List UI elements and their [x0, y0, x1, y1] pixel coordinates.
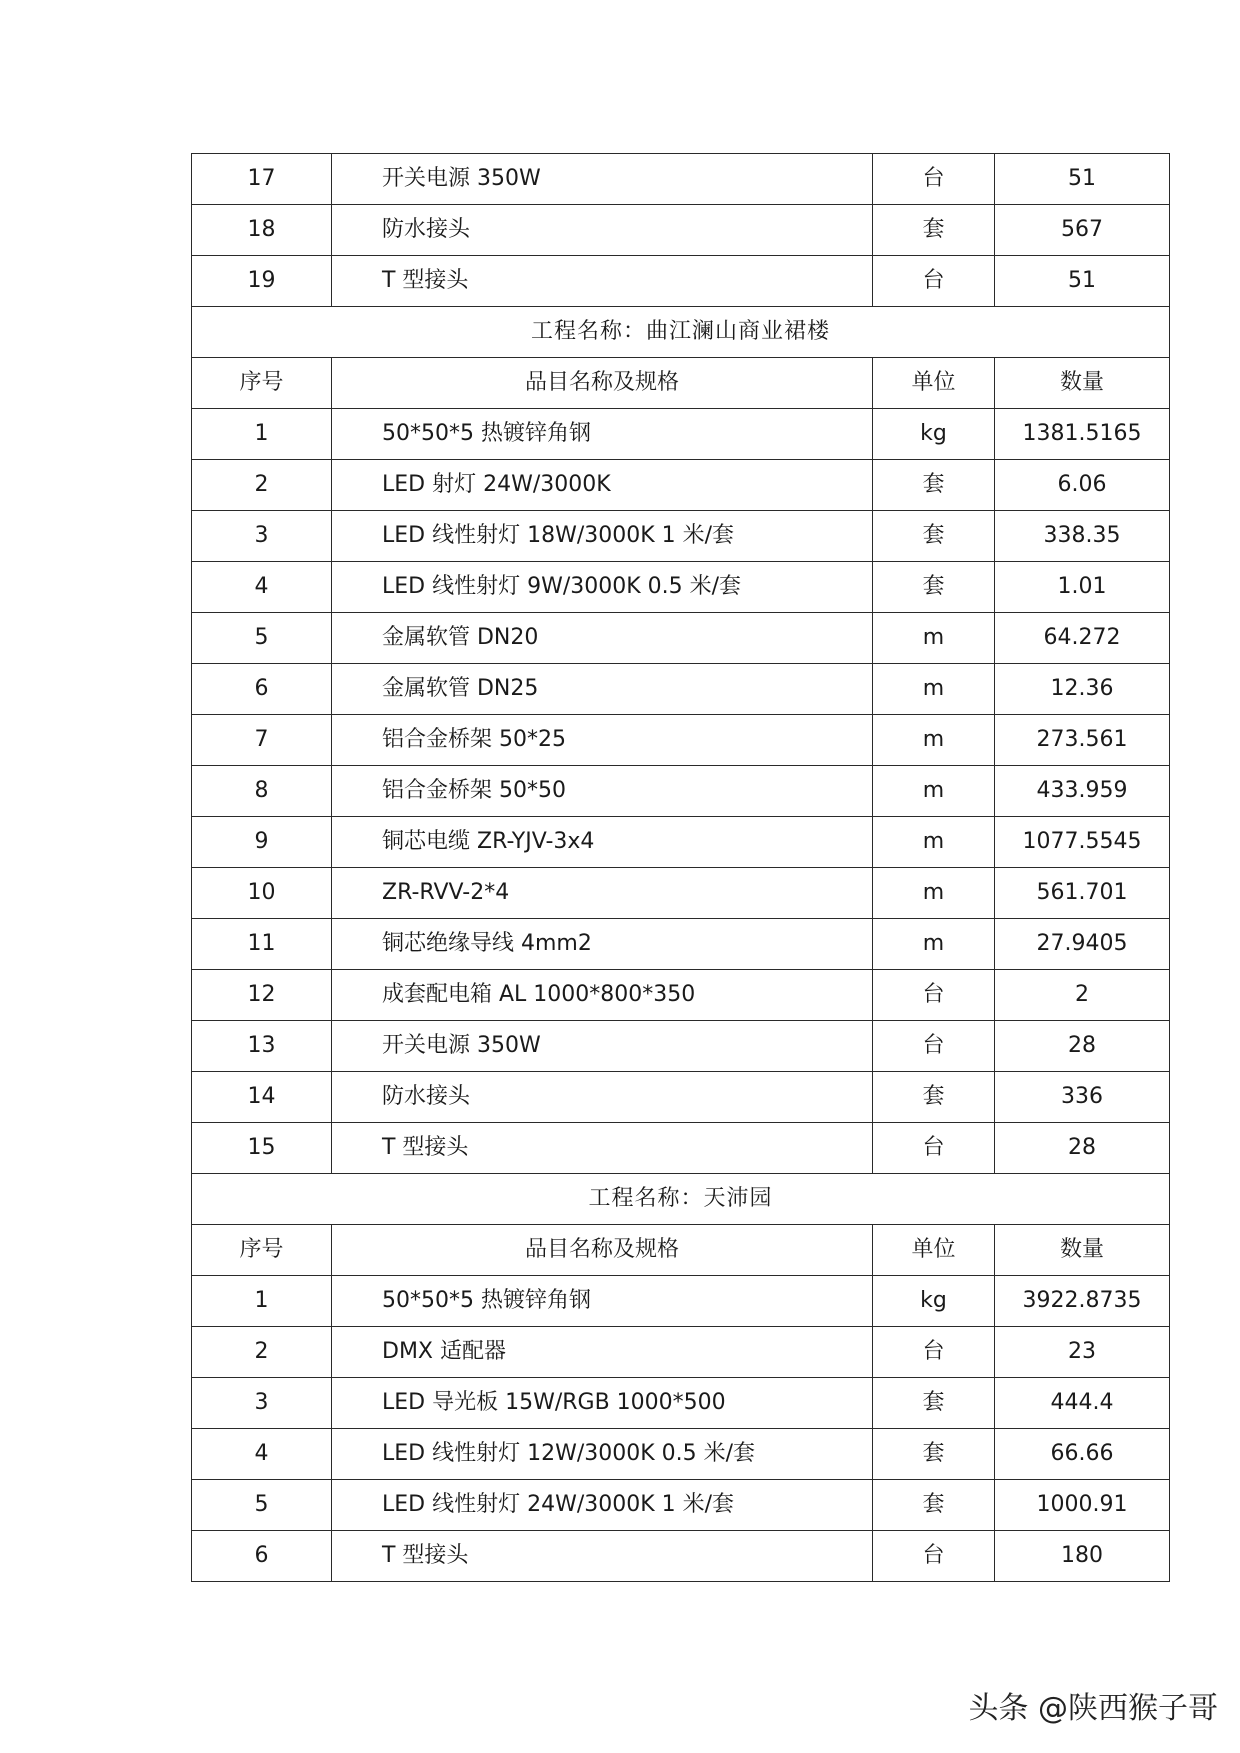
table-row: [192, 1531, 1170, 1582]
header-quantity: 数量: [995, 358, 1170, 409]
item-quantity: 2: [995, 970, 1170, 1021]
table-row: [192, 664, 1170, 715]
item-quantity: 433.959: [995, 766, 1170, 817]
table-row: [192, 1072, 1170, 1123]
table-row: [192, 1378, 1170, 1429]
item-unit: 台: [873, 256, 995, 307]
item-unit: 台: [873, 1531, 995, 1582]
item-name: T 型接头: [332, 1531, 873, 1582]
item-unit: m: [873, 613, 995, 664]
row-number: 2: [192, 1327, 332, 1378]
row-number: 3: [192, 511, 332, 562]
item-name: 铝合金桥架 50*50: [332, 766, 873, 817]
item-name: LED 线性射灯 24W/3000K 1 米/套: [332, 1480, 873, 1531]
header-unit: 单位: [873, 1225, 995, 1276]
item-quantity: 1381.5165: [995, 409, 1170, 460]
item-name: 50*50*5 热镀锌角钢: [332, 409, 873, 460]
item-quantity: 28: [995, 1021, 1170, 1072]
project-name-title: 工程名称：天沛园: [192, 1174, 1170, 1225]
item-quantity: 1077.5545: [995, 817, 1170, 868]
table-row: [192, 154, 1170, 205]
table-row: [192, 562, 1170, 613]
item-name: LED 线性射灯 9W/3000K 0.5 米/套: [332, 562, 873, 613]
row-number: 5: [192, 1480, 332, 1531]
item-unit: 套: [873, 1429, 995, 1480]
item-name: 铜芯绝缘导线 4mm2: [332, 919, 873, 970]
row-number: 18: [192, 205, 332, 256]
item-unit: m: [873, 817, 995, 868]
row-number: 14: [192, 1072, 332, 1123]
item-name: DMX 适配器: [332, 1327, 873, 1378]
materials-table: [191, 153, 1170, 1582]
item-unit: m: [873, 868, 995, 919]
row-number: 12: [192, 970, 332, 1021]
item-name: 开关电源 350W: [332, 154, 873, 205]
item-quantity: 12.36: [995, 664, 1170, 715]
item-unit: m: [873, 664, 995, 715]
item-quantity: 64.272: [995, 613, 1170, 664]
item-quantity: 180: [995, 1531, 1170, 1582]
item-quantity: 51: [995, 256, 1170, 307]
item-unit: m: [873, 715, 995, 766]
item-unit: 套: [873, 511, 995, 562]
item-quantity: 561.701: [995, 868, 1170, 919]
table-row: [192, 1276, 1170, 1327]
table-row: [192, 1429, 1170, 1480]
item-quantity: 6.06: [995, 460, 1170, 511]
column-header-row: [192, 358, 1170, 409]
table-row: [192, 817, 1170, 868]
item-unit: 套: [873, 1480, 995, 1531]
item-name: 铝合金桥架 50*25: [332, 715, 873, 766]
watermark-text: 头条 @陕西猴子哥: [968, 1691, 1218, 1726]
item-unit: 台: [873, 1123, 995, 1174]
row-number: 1: [192, 409, 332, 460]
row-number: 11: [192, 919, 332, 970]
item-name: T 型接头: [332, 1123, 873, 1174]
row-number: 19: [192, 256, 332, 307]
row-number: 6: [192, 664, 332, 715]
column-header-row: [192, 1225, 1170, 1276]
row-number: 3: [192, 1378, 332, 1429]
table-row: [192, 970, 1170, 1021]
header-name: 品目名称及规格: [332, 358, 873, 409]
materials-table-body: [192, 154, 1170, 1582]
header-quantity: 数量: [995, 1225, 1170, 1276]
item-name: ZR-RVV-2*4: [332, 868, 873, 919]
item-name: 50*50*5 热镀锌角钢: [332, 1276, 873, 1327]
section-title-row: [192, 1174, 1170, 1225]
header-no: 序号: [192, 358, 332, 409]
item-unit: kg: [873, 1276, 995, 1327]
item-unit: 台: [873, 1327, 995, 1378]
item-quantity: 28: [995, 1123, 1170, 1174]
item-quantity: 1000.91: [995, 1480, 1170, 1531]
table-row: [192, 766, 1170, 817]
item-unit: m: [873, 919, 995, 970]
item-unit: 台: [873, 970, 995, 1021]
item-quantity: 1.01: [995, 562, 1170, 613]
table-row: [192, 460, 1170, 511]
item-unit: 套: [873, 205, 995, 256]
item-unit: 套: [873, 1378, 995, 1429]
table-row: [192, 1123, 1170, 1174]
row-number: 5: [192, 613, 332, 664]
item-unit: m: [873, 766, 995, 817]
header-unit: 单位: [873, 358, 995, 409]
row-number: 1: [192, 1276, 332, 1327]
row-number: 4: [192, 1429, 332, 1480]
table-row: [192, 919, 1170, 970]
item-quantity: 51: [995, 154, 1170, 205]
header-no: 序号: [192, 1225, 332, 1276]
table-row: [192, 256, 1170, 307]
project-name-title: 工程名称：曲江澜山商业裙楼: [192, 307, 1170, 358]
item-quantity: 23: [995, 1327, 1170, 1378]
table-row: [192, 511, 1170, 562]
item-unit: 套: [873, 1072, 995, 1123]
table-row: [192, 1021, 1170, 1072]
row-number: 9: [192, 817, 332, 868]
item-quantity: 336: [995, 1072, 1170, 1123]
table-row: [192, 1480, 1170, 1531]
item-name: T 型接头: [332, 256, 873, 307]
item-quantity: 444.4: [995, 1378, 1170, 1429]
item-name: LED 导光板 15W/RGB 1000*500: [332, 1378, 873, 1429]
item-name: 防水接头: [332, 205, 873, 256]
section-title-row: [192, 307, 1170, 358]
header-name: 品目名称及规格: [332, 1225, 873, 1276]
item-name: 成套配电箱 AL 1000*800*350: [332, 970, 873, 1021]
item-quantity: 66.66: [995, 1429, 1170, 1480]
item-quantity: 567: [995, 205, 1170, 256]
row-number: 13: [192, 1021, 332, 1072]
table-row: [192, 1327, 1170, 1378]
item-unit: 套: [873, 460, 995, 511]
table-row: [192, 868, 1170, 919]
item-name: LED 射灯 24W/3000K: [332, 460, 873, 511]
row-number: 17: [192, 154, 332, 205]
table-row: [192, 205, 1170, 256]
item-name: 金属软管 DN25: [332, 664, 873, 715]
table-row: [192, 715, 1170, 766]
row-number: 15: [192, 1123, 332, 1174]
row-number: 6: [192, 1531, 332, 1582]
row-number: 4: [192, 562, 332, 613]
item-name: LED 线性射灯 18W/3000K 1 米/套: [332, 511, 873, 562]
item-unit: 台: [873, 154, 995, 205]
row-number: 2: [192, 460, 332, 511]
item-name: 铜芯电缆 ZR-YJV-3x4: [332, 817, 873, 868]
item-unit: kg: [873, 409, 995, 460]
row-number: 7: [192, 715, 332, 766]
item-unit: 台: [873, 1021, 995, 1072]
item-name: 开关电源 350W: [332, 1021, 873, 1072]
row-number: 8: [192, 766, 332, 817]
item-quantity: 27.9405: [995, 919, 1170, 970]
item-name: 金属软管 DN20: [332, 613, 873, 664]
table-row: [192, 613, 1170, 664]
row-number: 10: [192, 868, 332, 919]
item-quantity: 338.35: [995, 511, 1170, 562]
table-row: [192, 409, 1170, 460]
item-quantity: 273.561: [995, 715, 1170, 766]
item-name: 防水接头: [332, 1072, 873, 1123]
item-unit: 套: [873, 562, 995, 613]
item-quantity: 3922.8735: [995, 1276, 1170, 1327]
item-name: LED 线性射灯 12W/3000K 0.5 米/套: [332, 1429, 873, 1480]
